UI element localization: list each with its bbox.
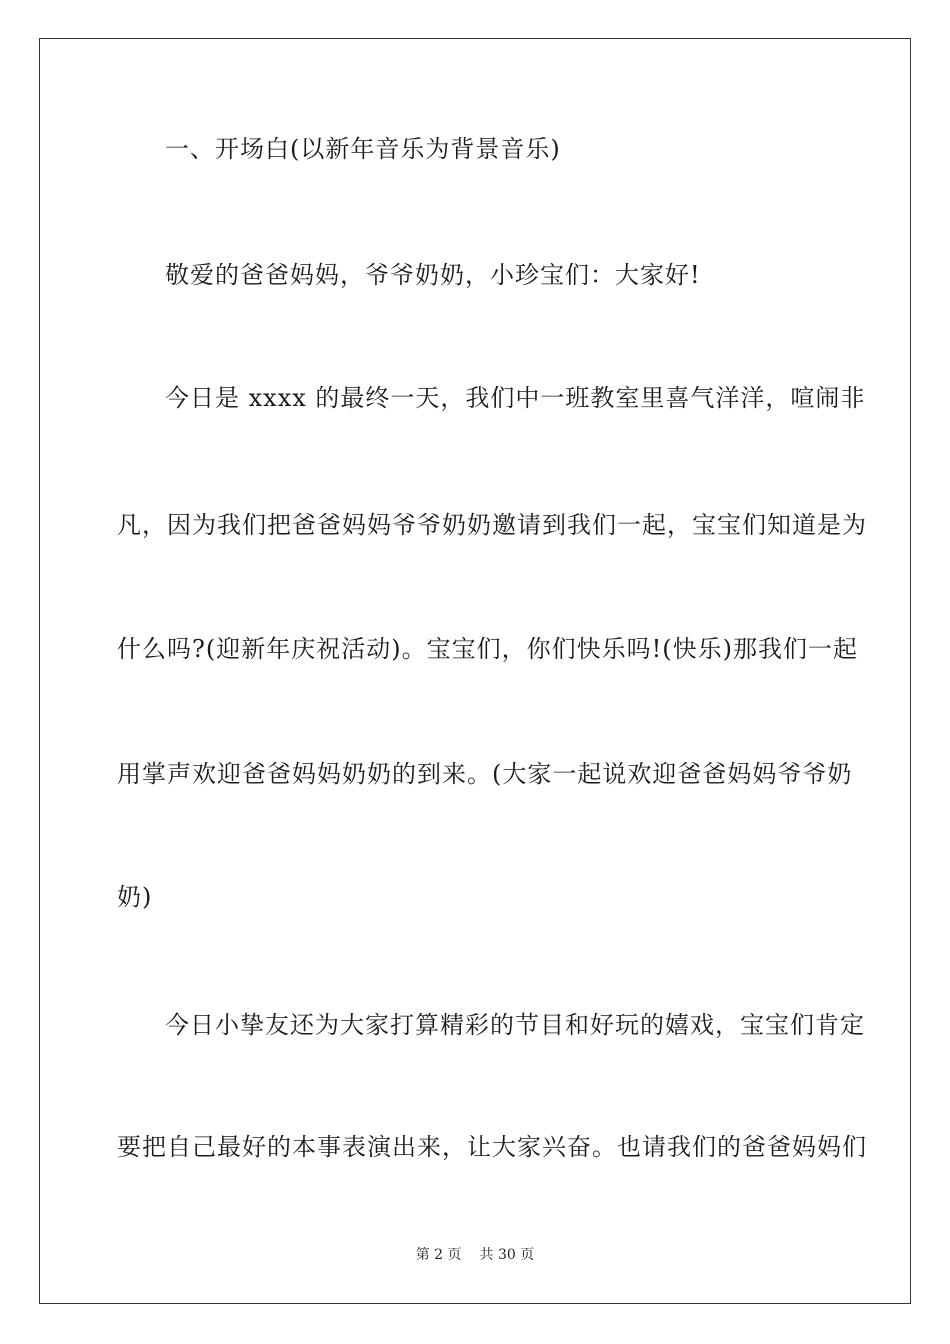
- section-heading: 一、开场白(以新年音乐为背景音乐): [165, 135, 561, 163]
- greeting-line: 敬爱的爸爸妈妈，爷爷奶奶，小珍宝们：大家好!: [165, 261, 701, 289]
- paragraph-line: 今日是 xxxx 的最终一天，我们中一班教室里喜气洋洋，喧闹非: [165, 384, 866, 412]
- page-footer: [0, 1245, 950, 1265]
- page-number: 第 2 页: [415, 1247, 462, 1263]
- total-pages: 共 30 页: [479, 1247, 535, 1263]
- page-border: [39, 38, 911, 1304]
- paragraph-line: 今日小挚友还为大家打算精彩的节目和好玩的嬉戏，宝宝们肯定: [165, 1011, 865, 1039]
- paragraph-line: 要把自己最好的本事表演出来，让大家兴奋。也请我们的爸爸妈妈们: [117, 1133, 867, 1161]
- paragraph-line: 凡，因为我们把爸爸妈妈爷爷奶奶邀请到我们一起，宝宝们知道是为: [117, 511, 867, 539]
- paragraph-line: 奶): [117, 883, 153, 911]
- paragraph-line: 什么吗?(迎新年庆祝活动)。宝宝们，你们快乐吗!(快乐)那我们一起: [117, 635, 858, 663]
- paragraph-line: 用掌声欢迎爸爸妈妈奶奶的到来。(大家一起说欢迎爸爸妈妈爷爷奶: [117, 760, 853, 788]
